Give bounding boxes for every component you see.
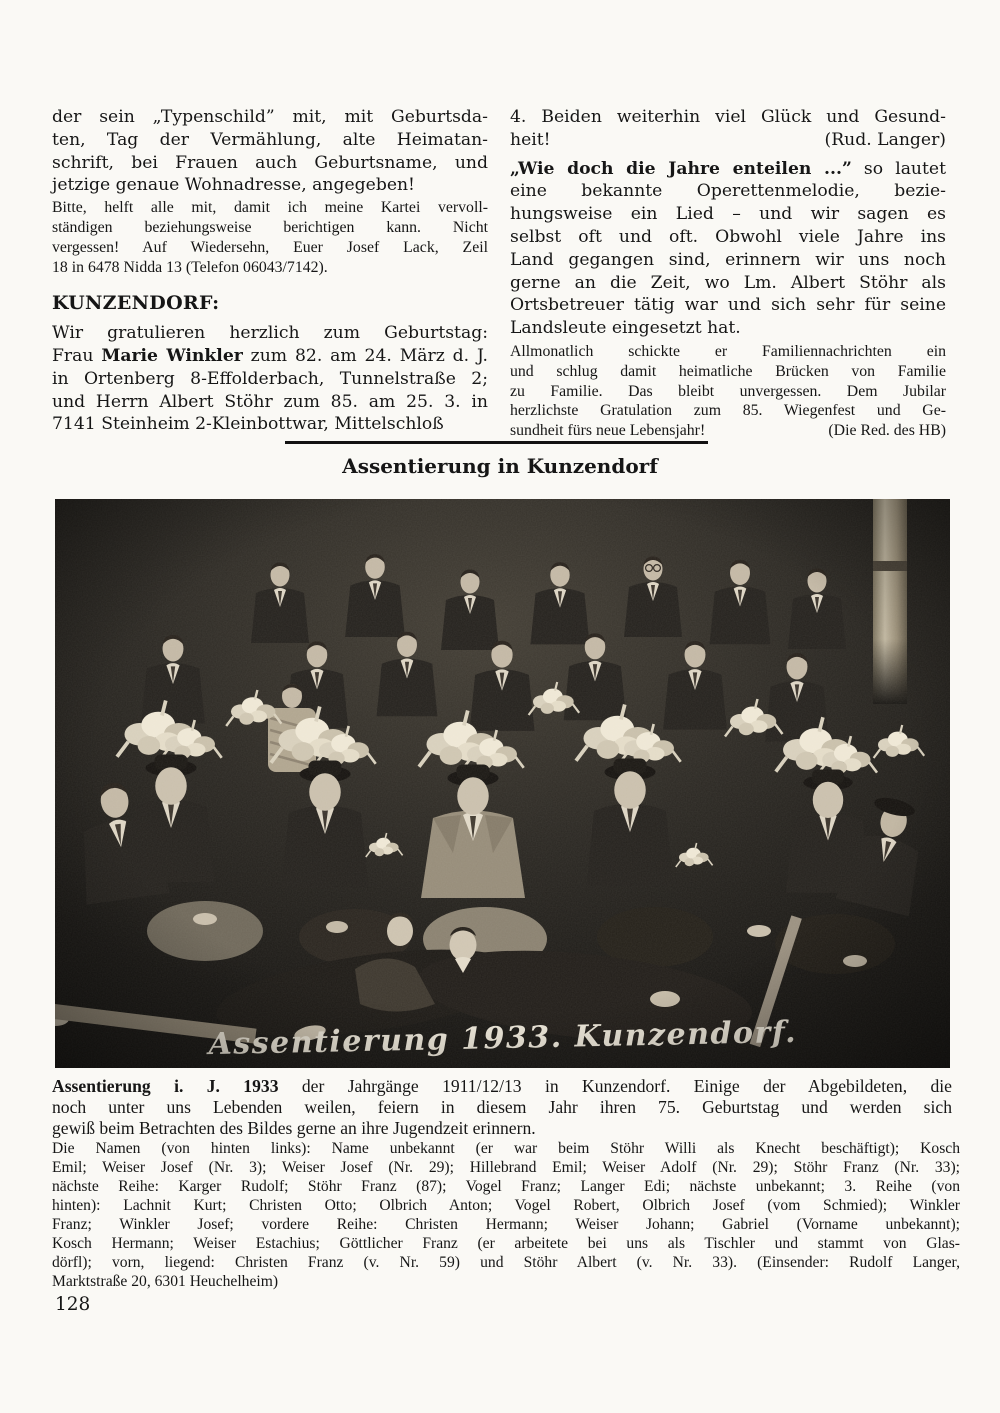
notice-paragraph: Bitte, helft alle mit, damit ich meine Kartei vervoll- ständigen beziehungsweise berichtigen kann. Nicht vergessen! Auf Wiedersehn, Euer Josef Lack, Zeil 18 in 6478 Nidda 13 (Telefon 06043/7142). xyxy=(52,199,488,277)
group-photo-canvas xyxy=(55,499,950,1068)
names-list: Die Namen (von hinten links): Name unbekannt (er war beim Stöhr Willi als Knecht beschäftigt); Kosch Emil; Weiser Josef (Nr. 3); Weiser Josef (Nr. 29); Hillebrand Emil; Weiser Adolf (Nr. 29); Stöhr Franz (Nr. 33); nächste Reihe: Karger Rudolf; Stöhr Franz (87); Vogel Franz; Langer Edi; nächste unbekannt; 3. Reihe (von hinten): Lachnit Kurt; Christen Otto; Olbrich Anton; Vogel Robert, Olbrich Josef (vom Schmied); Winkler Franz; Winkler Josef; vordere Reihe: Christen Hermann; Weiser Johann; Gabriel (Vorname unbekannt); Kosch Hermann; Weiser Estachius; Göttlicher Franz (er arbeitete bei uns als Tischler und stammt von Glas- dörfl); vorn, liegend: Christen Franz (v. Nr. 59) und Stöhr Albert (v. Nr. 33). (Einsender: Rudolf Langer, Marktstraße 20, 6301 Heuchelheim) xyxy=(52,1140,960,1290)
right-column xyxy=(510,106,946,441)
wishes-paragraph: 4. Beiden weiterhin viel Glück und Gesund- heit! (Rud. Langer) xyxy=(510,107,946,150)
family-news-paragraph: Allmonatlich schickte er Familiennachrichten ein und schlug damit heimatliche Brücken von Familie zu Familie. Das bleibt unvergessen. Dem Jubilar herzlichste Gratulation zum 85. Wiegenfest und Ge- sundheit fürs neue Lebensjahr! (Die Red. des HB) xyxy=(510,342,946,440)
group-photo xyxy=(55,499,950,1068)
left-column xyxy=(52,106,488,436)
section-rule xyxy=(285,441,708,444)
melody-paragraph: „Wie doch die Jahre enteilen ...” so lautet eine bekannte Operettenmelodie, bezie- hungsweise ein Lied – und wir sagen es selbst oft und oft. Obwohl viele Jahre ins Land gegangen sind, erinnern wir uns noch gerne an die Zeit, wo Lm. Albert Stöhr als Ortsbetreuer tätig war und sich sehr für seine Landsleute eingesetzt hat. xyxy=(510,158,946,339)
kunzendorf-heading: KUNZENDORF: xyxy=(52,292,220,315)
birthday-paragraph: Wir gratulieren herzlich zum Geburtstag: Frau Marie Winkler zum 82. am 24. März d. J. in Ortenberg 8-Effolderbach, Tunnelstraße 2; und Herrn Albert Stöhr zum 85. am 25. 3. in 7141 Steinheim 2-Kleinbottwar, Mittelschloß xyxy=(52,323,489,435)
vignette xyxy=(55,499,950,1068)
photo-caption: Assentierung i. J. 1933 der Jahrgänge 1911/12/13 in Kunzendorf. Einige der Abgebildeten, die noch unter uns Lebenden weilen, feiern in diesem Jahr ihren 75. Geburtstag und werden sich gewiß beim Betrachten des Bildes gerne an ihre Jugendzeit erinnern. xyxy=(52,1076,952,1139)
section-title: Assentierung in Kunzendorf xyxy=(342,454,658,478)
intro-paragraph: der sein „Typenschild” mit, mit Geburtsda- ten, Tag der Vermählung, alte Heimatan- schrift, bei Frauen auch Geburtsname, und jetzige genaue Wohnadresse, angegeben! xyxy=(52,107,488,196)
page-number: 128 xyxy=(55,1294,91,1315)
